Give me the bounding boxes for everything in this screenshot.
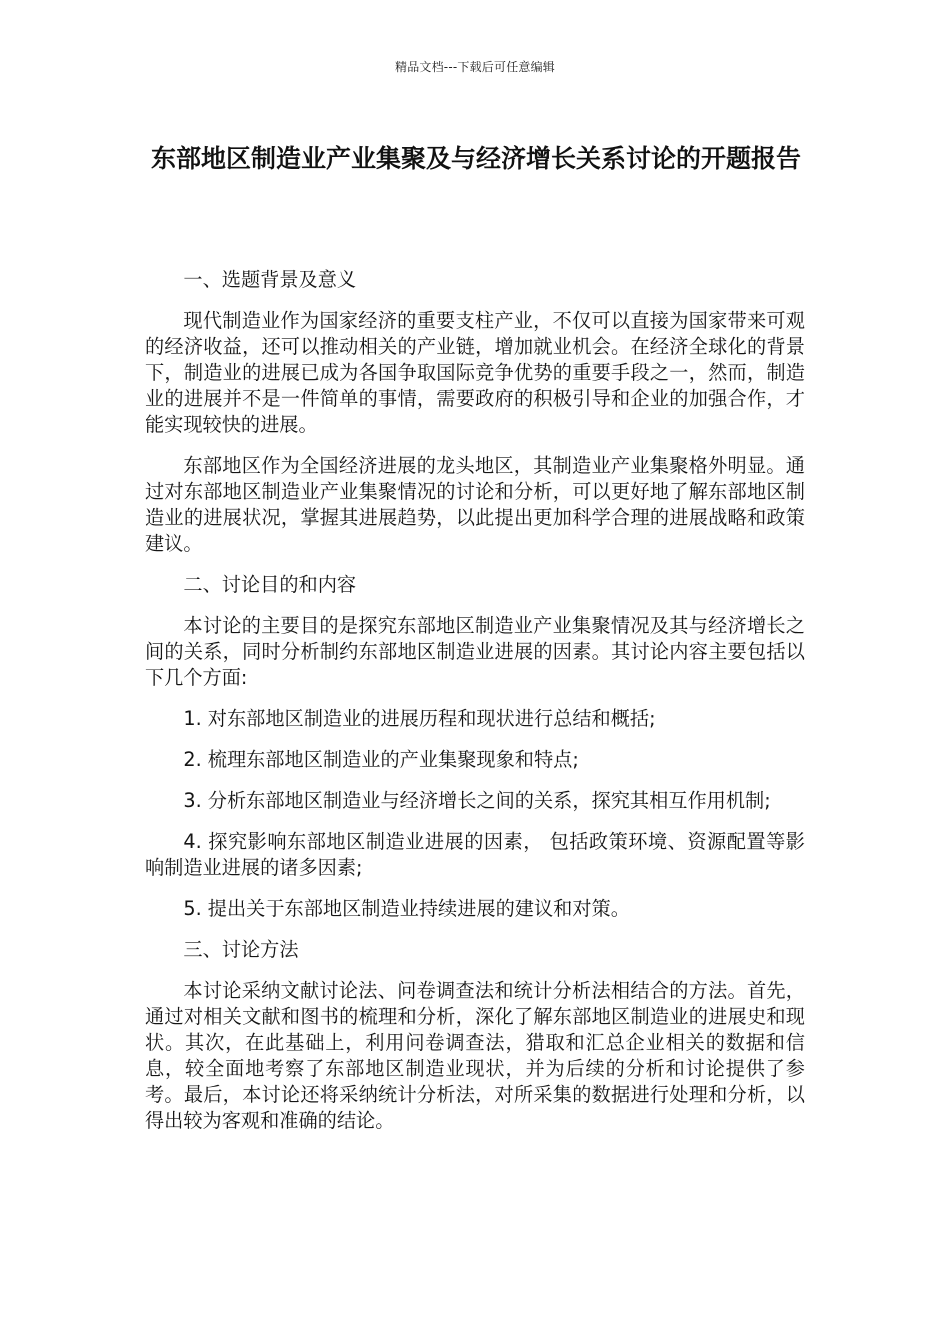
list-item-4: 4. 探究影响东部地区制造业进展的因素， 包括政策环境、资源配置等影响制造业进展的诸多因素; (145, 830, 805, 879)
section-heading-background: 一、选题背景及意义 (183, 268, 357, 291)
paragraph-method: 本讨论采纳文献讨论法、问卷调查法和统计分析法相结合的方法。首先，通过对相关文献和图书的梳理和分析，深化了解东部地区制造业的进展史和现状。其次，在此基础上，利用问卷调查法，猎取和汇总企业相关的数据和信息，较全面地考察了东部地区制造业现状，并为后续的分析和讨论提供了参考。最后，本讨论还将采纳统计分析法，对所采集的数据进行处理和分析，以得出较为客观和准确的结论。 (145, 979, 805, 1132)
section-heading-purpose: 二、讨论目的和内容 (183, 573, 357, 596)
list-item-3: 3. 分析东部地区制造业与经济增长之间的关系，探究其相互作用机制; (183, 789, 771, 812)
list-item-2: 2. 梳理东部地区制造业的产业集聚现象和特点; (183, 748, 579, 771)
paragraph-background-1: 现代制造业作为国家经济的重要支柱产业，不仅可以直接为国家带来可观的经济收益，还可以推动相关的产业链，增加就业机会。在经济全球化的背景下，制造业的进展已成为各国争取国际竞争优势的重要手段之一，然而，制造业的进展并不是一件简单的事情，需要政府的积极引导和企业的加强合作，才能实现较快的进展。 (145, 309, 805, 436)
header-note: 精品文档---下载后可任意编辑 (395, 60, 555, 74)
list-item-1: 1. 对东部地区制造业的进展历程和现状进行总结和概括; (183, 707, 656, 730)
document-body (145, 267, 805, 1149)
paragraph-purpose: 本讨论的主要目的是探究东部地区制造业产业集聚情况及其与经济增长之间的关系，同时分析制约东部地区制造业进展的因素。其讨论内容主要包括以下几个方面: (145, 614, 805, 689)
document-title: 东部地区制造业产业集聚及与经济增长关系讨论的开题报告 (150, 144, 801, 173)
section-heading-method: 三、讨论方法 (183, 938, 299, 961)
paragraph-background-2: 东部地区作为全国经济进展的龙头地区，其制造业产业集聚格外明显。通过对东部地区制造业产业集聚情况的讨论和分析，可以更好地了解东部地区制造业的进展状况，掌握其进展趋势，以此提出更加科学合理的进展战略和政策建议。 (145, 454, 805, 555)
list-item-5: 5. 提出关于东部地区制造业持续进展的建议和对策。 (183, 897, 630, 920)
